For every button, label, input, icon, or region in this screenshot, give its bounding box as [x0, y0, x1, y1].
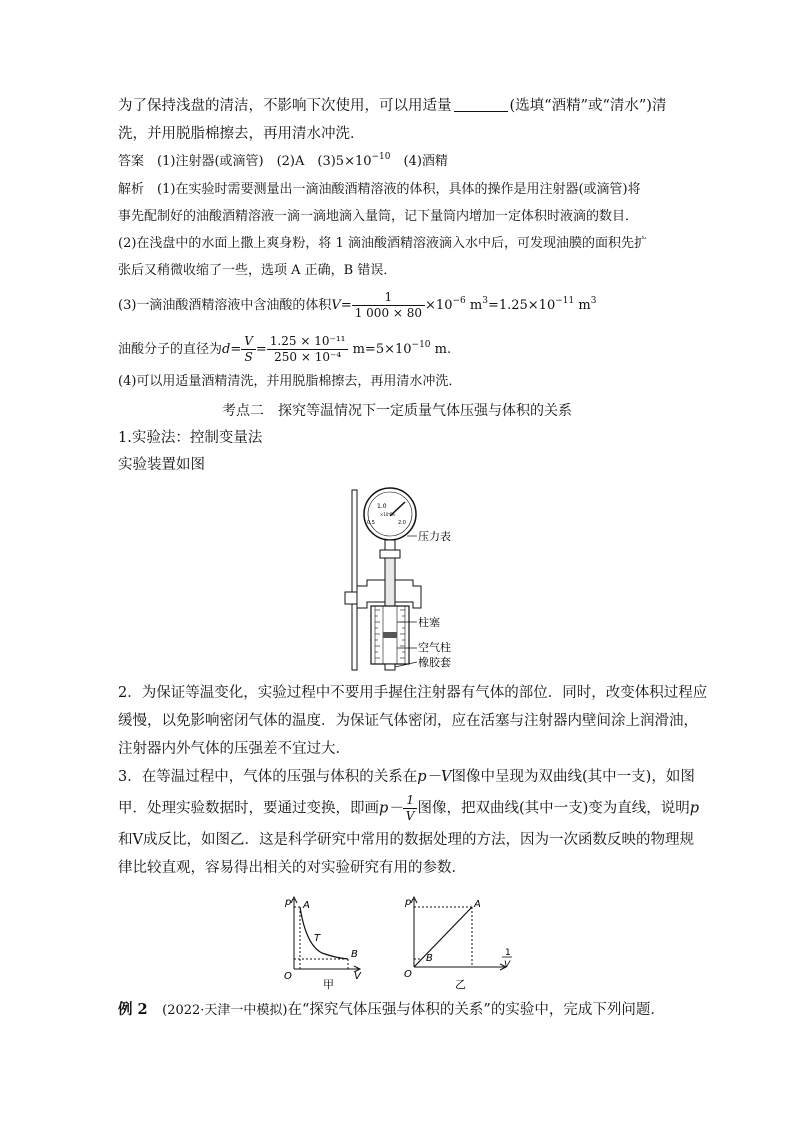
- piston: [383, 632, 397, 638]
- analysis-line-7: (4)可以用适量酒精清洗，并用脱脂棉擦去，再用清水冲洗．: [118, 374, 462, 389]
- analysis-line-4: 张后又稍微收缩了一些，选项 A 正确，B 错误．: [118, 263, 397, 278]
- p-symbol: p－: [379, 800, 403, 817]
- analysis-line-3: (2)在浅盘中的水面上撒上爽身粉，将 1 滴油酸酒精溶液滴入水中后，可发现油膜的面积先扩: [118, 236, 647, 251]
- diameter-result-exp: −10: [411, 340, 431, 350]
- graph-right-point-a: A: [474, 899, 481, 910]
- graph-right-y-label: p: [405, 897, 412, 908]
- graph-right-point-b: B: [426, 953, 433, 964]
- volume-unit: m: [465, 298, 483, 313]
- graph-right-caption: 乙: [455, 978, 466, 991]
- graph-right-origin: O: [404, 969, 412, 980]
- diameter-result: m=5×10: [348, 342, 412, 357]
- volume-fraction-numerator: 1: [352, 290, 425, 306]
- answer-exponent: −10: [371, 152, 391, 162]
- example-text: 在“探究气体压强与体积的关系”的实验中，完成下列问题．: [287, 1002, 665, 1018]
- diameter-fraction-den: 250 × 10⁻⁴: [274, 350, 342, 364]
- section-p2: 实验装置如图: [118, 457, 205, 473]
- rubber-cap-label: 橡胶套: [418, 656, 451, 669]
- para3-line-4: 律比较直观，容易得出相关的对实验研究有用的参数．: [118, 860, 466, 876]
- para3-text-2b: 图像，把双曲线(其中一支)变为直线，说明: [417, 800, 690, 817]
- example-label: 例 2: [118, 1001, 148, 1018]
- para3-line-1: [118, 767, 695, 787]
- graph-left-t-label: T: [314, 933, 321, 944]
- intro-line-1-text: 为了保持浅盘的清洁，不影响下次使用，可以用适量: [118, 98, 452, 114]
- para2-line-3: 注射器内外气体的压强差不宜过大．: [118, 741, 350, 757]
- para3-line-2: [118, 793, 699, 824]
- graph-left-point-b: B: [351, 949, 358, 960]
- section-p1: 1.实验法：控制变量法: [118, 430, 263, 446]
- answer-label: 答案: [118, 154, 145, 169]
- diameter-symbol: d: [222, 342, 231, 357]
- analysis-text-6: 油酸分子的直径为: [118, 342, 223, 357]
- graph-left-point-a: A: [303, 900, 310, 911]
- v-over-s-num: V: [241, 334, 256, 350]
- pv-symbol: p－V: [417, 769, 452, 785]
- graph-pv: [280, 893, 370, 993]
- volume-result: =1.25×10: [487, 298, 556, 313]
- graph-left-x-label: V: [354, 971, 361, 982]
- intro-line-2: 洗，并用脱脂棉擦去，再用清水冲洗．: [118, 126, 365, 142]
- analysis-line-6: 油酸分子的直径为d= $\frac{V}{S}$ = $\frac{\text{1.25 × 10⁻¹¹}}{\text{250 × 10⁻⁴}}$ $m=5\times 10^{-10}$ m.: [118, 334, 452, 364]
- graph-right-x-den: V: [504, 960, 511, 970]
- graph-p-inv-v: [400, 893, 520, 993]
- graph-left-caption: 甲: [323, 978, 334, 991]
- dial-right: 2.0: [398, 520, 406, 526]
- fill-blank: [454, 97, 508, 112]
- one-over-v: [403, 793, 418, 824]
- analysis-line-1: [118, 180, 641, 200]
- rubber-cap: [385, 664, 395, 670]
- answer-text: (1)注射器(或滴管) (2)A (3)5×10: [157, 154, 372, 169]
- diameter-fraction: [267, 334, 349, 365]
- volume-fraction-denominator: 1 000 × 80: [354, 306, 423, 320]
- analysis-label: 解析: [118, 182, 145, 197]
- dial-top: 1.0: [377, 503, 387, 510]
- analysis-text-1: (1)在实验时需要测量出一滴油酸酒精溶液的体积，具体的操作是用注射器(或滴管)将: [157, 182, 641, 197]
- answer-text-end: (4)酒精: [390, 154, 448, 169]
- v-over-s-den: S: [244, 350, 253, 364]
- para3-text-1: 3．在等温过程中，气体的压强与体积的关系在: [118, 769, 418, 785]
- apparatus-figure: [325, 486, 475, 672]
- para3-text-2: 甲．处理实验数据时，要通过变换，即画: [118, 800, 379, 817]
- air-column-label: 空气柱: [418, 641, 451, 654]
- one-over-v-den: V: [405, 809, 415, 823]
- volume-result-unit-exp: 3: [590, 296, 597, 306]
- analysis-line-5: (3)一滴油酸酒精溶液中含油酸的体积V= $\frac{1}{1 000 \times 80}$ $\times 10^{-6}$ $m^3=1.25\times 10^{-11}$ $m^3$: [118, 290, 597, 320]
- graph-right-x-num: 1: [505, 948, 511, 958]
- dial-unit: ×10⁵Pa: [380, 512, 395, 517]
- stand-rod: [352, 490, 357, 670]
- volume-symbol: V: [331, 298, 341, 313]
- graph-left-y-label: p: [285, 897, 292, 908]
- answer-line: [118, 152, 448, 172]
- volume-unit-exp: 3: [482, 296, 488, 306]
- para3-line-3: 和V成反比，如图乙．这是科学研究中常用的数据处理的方法，因为一次函数反映的物理规: [118, 832, 694, 848]
- graph-left-origin: O: [284, 971, 292, 982]
- volume-exp: −6: [452, 296, 466, 306]
- diameter-unit: m.: [430, 342, 452, 357]
- volume-fraction: [352, 290, 425, 321]
- straight-line: [414, 907, 472, 967]
- dial-left: 0.5: [367, 520, 375, 526]
- gauge-label: 压力表: [418, 530, 451, 543]
- intro-line-1: [118, 96, 666, 116]
- para2-line-2: 缓慢，以免影响密闭气体的温度．为保证气体密闭，应在活塞与注射器内壁间涂上润滑油，: [118, 713, 698, 729]
- volume-factor: ×10: [425, 298, 453, 313]
- diameter-fraction-num: 1.25 × 10⁻¹¹: [267, 334, 349, 350]
- clamp-knob: [345, 592, 357, 604]
- one-over-v-num: 1: [403, 793, 418, 809]
- example-line: [118, 1000, 665, 1021]
- para2-line-1: 2．为保证等温变化，实验过程中不要用手握住注射器有气体的部位．同时，改变体积过程应: [118, 685, 708, 701]
- intro-line-1-tail: (选填“酒精”或“清水”)清: [509, 98, 667, 114]
- p-symbol-end: p: [689, 800, 700, 817]
- section-title: 考点二 探究等温情况下一定质量气体压强与体积的关系: [222, 403, 572, 419]
- hyperbola-curve: [300, 907, 348, 959]
- volume-result-exp: −11: [555, 296, 575, 306]
- volume-result-unit: m: [574, 298, 591, 313]
- example-source: (2022·天津一中模拟): [162, 1003, 288, 1018]
- para3-text-1b: 图像中呈现为双曲线(其中一支)，如图: [451, 769, 695, 785]
- analysis-text-5: (3)一滴油酸酒精溶液中含油酸的体积: [118, 298, 332, 313]
- piston-label: 柱塞: [418, 616, 440, 629]
- v-over-s: [241, 334, 256, 365]
- analysis-line-2: 事先配制好的油酸酒精溶液一滴一滴地滴入量筒，记下量筒内增加一定体积时液滴的数目．: [118, 209, 639, 224]
